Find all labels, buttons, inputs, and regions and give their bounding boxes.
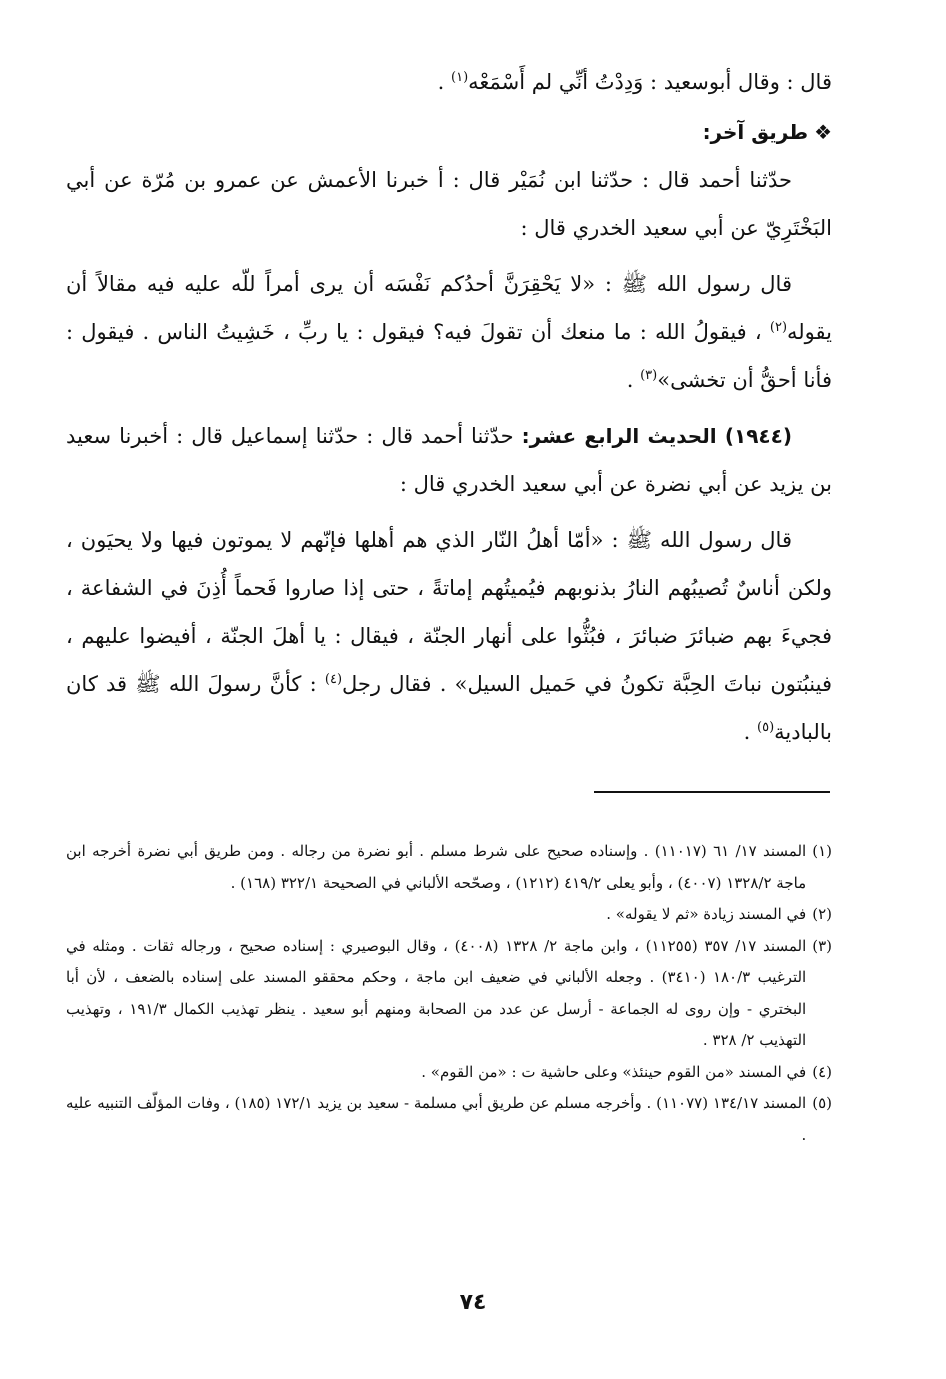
diamond-bullet-icon: ❖ [814,120,832,144]
footnote-number: (٥) [812,1094,832,1112]
footnote-ref-3[interactable]: (٣) [640,368,658,383]
footnote-3 [66,931,832,1057]
footnote-1 [66,836,832,899]
footnotes [66,836,832,1151]
footnote-ref-1[interactable]: (١) [451,70,469,85]
opening-line-text: قال : وقال أبوسعيد : وَدِدْتُ أنِّي لم أَسْمَعْه [468,70,832,94]
hadith-heading-paragraph [66,412,832,508]
section-heading [66,108,832,156]
footnote-number: (٣) [812,936,832,955]
footnote-5 [66,1088,832,1151]
footnote-4 [66,1057,832,1089]
footnote-text: في المسند زيادة «ثم لا يقوله» . [606,905,807,923]
hadith-body-text: : كأنَّ رسولَ الله ﷺ قد كان بالبادية [66,672,832,744]
punctuation: . [437,70,452,94]
hadith-text-part: ، فيقولُ الله : ما منعك أن تقولَ فيه؟ فيقول : يا ربِّ ، خَشِيتُ الناس . فيقول : فأنا أحقُّ أن تخشى» [66,320,832,392]
isnad-paragraph: حدّثنا أحمد قال : حدّثنا ابن نُمَيْر قال : أ خبرنا الأعمش عن عمرو بن مُرّة عن أبي البَخْتَرِيّ عن أبي سعيد الخدري قال : [66,168,832,240]
footnote-text: المسند ١٣٤/١٧ (١١٠٧٧) . وأخرجه مسلم عن طريق أبي مسلمة - سعيد بن يزيد ١٧٢/١ (١٨٥) ، وفات المؤلّف التنبيه عليه . [66,1094,807,1144]
opening-line [66,58,832,106]
main-text [66,58,832,756]
footnote-number: (٢) [812,905,832,923]
footnote-ref-4[interactable]: (٤) [324,672,343,687]
section-heading-text: طريق آخر: [702,120,809,144]
punctuation: . [626,368,641,392]
footnote-2 [66,899,832,931]
footnote-text: المسند ١٧/ ٣٥٧ (١١٢٥٥) ، وابن ماجة ٢/ ١٣٢٨ (٤٠٠٨) ، وقال البوصيري : إسناده صحيح ، ورجاله ثقات . ومثله في الترغيب ١٨٠/٣ (٣٤١٠) . وجعله الألباني في ضعيف ابن ماجة ، وحكم محققو المسند على إسناده بالضعف ، لأن أبا البختري - وإن روى له الجماعة - أرسل عن عدد من الصحابة ومنهم أبو سعيد . ينظر تهذيب الكمال ١٩١/٣ ، وتهذيب التهذيب ٢/ ٣٢٨ . [66,936,807,1049]
page-number: ٧٤ [459,1290,487,1315]
hadith-isnad-text: حدّثنا أحمد قال : حدّثنا إسماعيل قال : أخبرنا سعيد بن يزيد عن أبي نضرة عن أبي سعيد الخدري قال : [66,424,832,496]
footnote-ref-5[interactable]: (٥) [757,720,775,735]
hadith-body-text: قال رسول الله ﷺ : «أمّا أهلُ النّار الذي هم أهلها فإنّهم لا يموتون فيها ولا يحيَون ، ولكن أناسٌ تُصيبُهم النارُ بذنوبهم فيُميتُهم إماتةً ، حتى إذا صاروا فَحماً أُذِنَ في الشفاعة ، فجيءَ بهم ضبائرَ ضبائرَ ، فبُثُّوا على أنهار الجنّة ، فيقال : يا أهلَ الجنّة ، أفيضوا عليهم ، فينبُتون نباتَ الحِبَّة تكونُ في حَميل السيل» . فقال رجل [66,528,832,696]
footnote-number: (١) [812,842,832,860]
footnote-text: المسند ١٧/ ٦١ (١١٠١٧) . وإسناده صحيح على شرط مسلم . أبو نضرة من رجاله . ومن طريق أبي نضرة أخرجه ابن ماجة ١٣٢٨/٢ (٤٠٠٧) ، وأبو يعلى ٤١٩/٢ (١٢١٢) ، وصحّحه الألباني في الصحيحة ٣٢٢/١ (١٦٨) . [66,842,807,892]
hadith-text-paragraph [66,260,832,404]
hadith-text-part: قال رسول الله ﷺ : «لا يَحْقِرَنَّ أحدُكم نَفْسَه أن يرى أمراً للّه عليه فيه مقالاً أن يقوله [66,272,832,344]
footnote-ref-2[interactable]: (٢) [769,320,788,335]
footnote-text: في المسند «من القوم حينئذ» وعلى حاشية ت : «من القوم» . [421,1062,807,1081]
hadith-number-label: (١٩٤٤) الحديث الرابع عشر: [521,424,792,448]
punctuation: . [743,720,758,744]
hadith-body-paragraph [66,516,832,756]
footnote-number: (٤) [812,1062,832,1081]
footnote-separator [594,791,830,793]
